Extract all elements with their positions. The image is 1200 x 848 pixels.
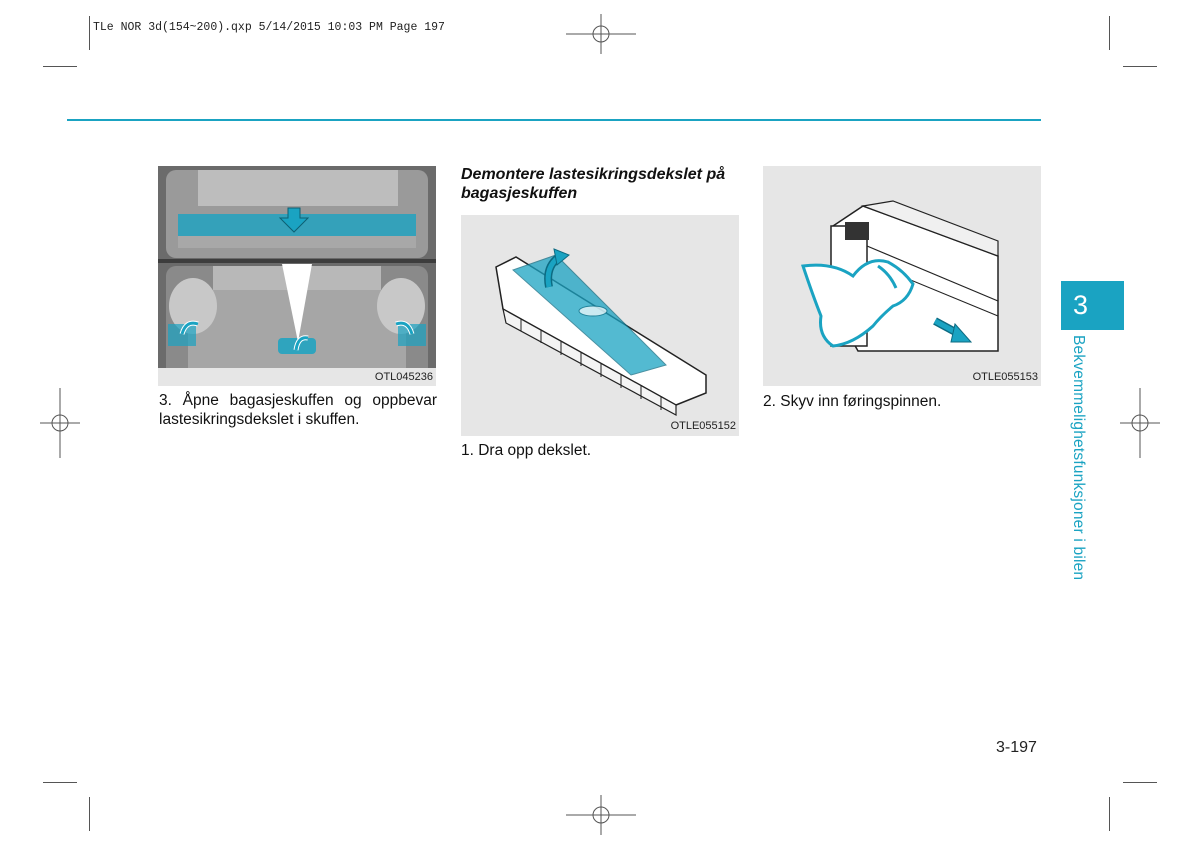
chapter-title: Bekvemmelighetsfunksjoner i bilen (1070, 335, 1087, 581)
figure-code: OTL045236 (374, 371, 433, 383)
step-3-text: 3. Åpne bagasjeskuffen og oppbevar lastesikringsdekslet i skuffen. (159, 392, 437, 428)
registration-mark-bottom (566, 795, 636, 835)
step-1-text: 1. Dra opp dekslet. (461, 442, 592, 459)
section-heading: Demontere lastesikringsdekslet på bagasjeskuffen (461, 166, 726, 202)
registration-mark-top (566, 14, 636, 54)
figure-code: OTLE055152 (670, 420, 736, 432)
print-slug: TLe NOR 3d(154~200).qxp 5/14/2015 10:03 PM Page 197 (93, 21, 445, 34)
header-rule (67, 119, 1041, 121)
cover-pull-illustration (461, 215, 739, 436)
guide-pin-illustration (763, 166, 1041, 386)
registration-mark-right (1120, 388, 1160, 458)
guide-pin-figure (763, 166, 1041, 386)
trunk-illustration (158, 166, 436, 386)
registration-mark-left (40, 388, 80, 458)
trunk-photo-figure (158, 166, 436, 386)
chapter-tab (1061, 281, 1124, 330)
figure-code: OTLE055153 (972, 371, 1038, 383)
cover-pull-figure (461, 215, 739, 436)
page-number: 3-197 (996, 739, 1037, 756)
step-2-text: 2. Skyv inn føringspinnen. (763, 393, 942, 410)
chapter-number: 3 (1073, 290, 1089, 320)
